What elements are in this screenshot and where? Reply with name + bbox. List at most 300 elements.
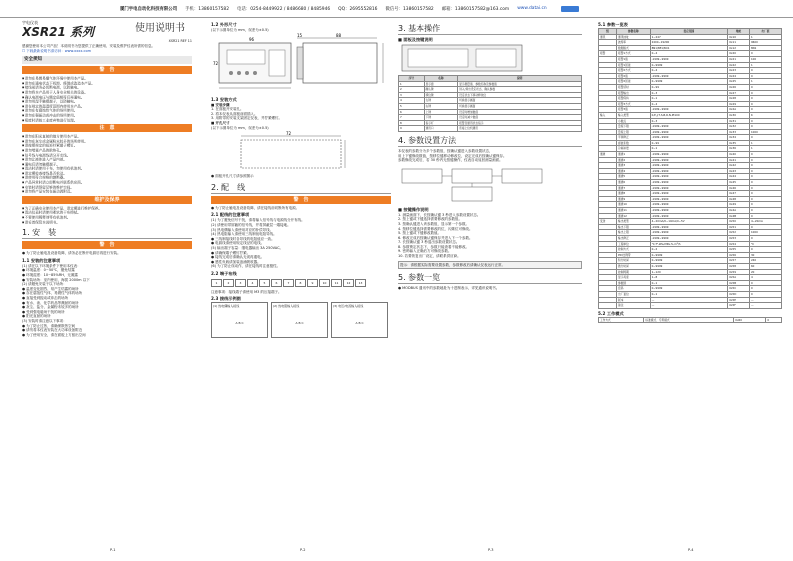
table-cell: 5 bbox=[399, 103, 425, 109]
terminal-12: 12 bbox=[343, 279, 354, 287]
table-cell: 0x57 bbox=[728, 258, 750, 264]
phone-value: 13860157582 bbox=[198, 6, 230, 12]
column-3 bbox=[398, 20, 582, 542]
key-table bbox=[398, 75, 582, 132]
terminal-note: 注意事项：接线端子请使用 M3 的压接端子。 bbox=[211, 289, 282, 294]
wiring-caution-heading: 2.1 配线的注意事项 bbox=[211, 212, 250, 218]
list-item: ■ 信号线与电源线请分开走线。 bbox=[22, 153, 192, 158]
table-cell: 0~4 bbox=[650, 51, 728, 57]
list-item: ■ 请勿让液体进入产品内部。 bbox=[22, 157, 192, 162]
wechat-value: 13860157582 bbox=[403, 6, 434, 12]
table-cell: 1 bbox=[399, 81, 425, 87]
table-cell: 报警2回差 bbox=[617, 79, 651, 85]
table-cell: 0~4 bbox=[650, 101, 728, 107]
tip-text: 提示：请根据实际需要设置参数，参数修改后请确认仪表运行正常。 bbox=[400, 262, 505, 267]
list-item: ● 直接受到振动或冲击的场所 bbox=[22, 295, 69, 300]
table-cell bbox=[599, 303, 617, 309]
download-note: ☐ 下载最新说明书请访问：www.xxxx.com bbox=[22, 48, 92, 53]
table-row bbox=[599, 303, 782, 309]
list-item: ■ 请勿在通电状态下拆卸、修理或改造本产品。 bbox=[22, 81, 192, 86]
table-cell: 0x36 bbox=[728, 146, 750, 152]
list-item: ■ 产品异常时请立即断电并联系供应商。 bbox=[22, 180, 192, 185]
table-cell: -1999~9999 bbox=[650, 185, 728, 191]
list-item: 4. 按移位键选择需要修改的位，闪烁位可修改。 bbox=[398, 226, 473, 231]
list-item: ■ 安装时请预留足够的维护空间。 bbox=[22, 185, 192, 190]
table-cell: -1999~9999 bbox=[650, 129, 728, 135]
table-cell: 通道 bbox=[599, 152, 617, 158]
terminal-abc-label: A B C bbox=[235, 321, 244, 326]
table-cell: 工程单位 bbox=[617, 241, 651, 247]
table-cell: 通道8 bbox=[617, 191, 651, 197]
table-cell: 0 bbox=[749, 174, 781, 180]
list-item: ■ 请勿用湿手触摸端子，以防触电。 bbox=[22, 99, 192, 104]
table-cell: 0x56 bbox=[728, 252, 750, 258]
table-cell: 连接上位机通讯 bbox=[458, 126, 582, 132]
table-cell: 报警及通讯状态指示 bbox=[458, 120, 582, 126]
table-cell: 0x22 bbox=[728, 62, 750, 68]
table-cell: 通道2 bbox=[617, 157, 651, 163]
table-cell: 4 bbox=[749, 275, 781, 281]
table-cell: 出厂复位 bbox=[617, 291, 651, 297]
wiring-examples bbox=[211, 302, 391, 338]
list-item: ● 为了使用安全，请在面板上方留出空间 bbox=[22, 332, 86, 337]
table-cell: -1999~9999 bbox=[650, 135, 728, 141]
brand-logo-icon bbox=[561, 6, 579, 12]
wiring-warning-banner: 警 告 bbox=[211, 196, 391, 204]
table-cell: 0 bbox=[749, 185, 781, 191]
list-item: ● 电源线请使用规定线径的电线。 bbox=[211, 241, 265, 246]
qq-label: QQ： bbox=[338, 6, 350, 12]
table-cell: 2 bbox=[399, 87, 425, 93]
caution-list bbox=[22, 134, 192, 194]
table-cell: 报警保持 bbox=[617, 96, 651, 102]
table-cell: 显示亮度 bbox=[617, 275, 651, 281]
mounting-steps-title: ■ 安装步骤 bbox=[211, 102, 230, 107]
list-item: ● 环境湿度：10~85%RH，无凝露 bbox=[22, 273, 78, 277]
panel-cutout-drawing bbox=[211, 130, 391, 172]
table-cell: 8N1/8E1/8O1 bbox=[650, 45, 728, 51]
list-item: (1) 请在以下环境条件下使用本仪表： bbox=[22, 263, 81, 268]
table-cell: 0x29 bbox=[728, 101, 750, 107]
table-cell: 60 bbox=[749, 263, 781, 269]
example-label: (2) 热电阻输入接线 bbox=[273, 304, 300, 309]
table-cell: 0~1 bbox=[650, 291, 728, 297]
list-item: ● 温度变化剧烈、易产生结露的场所 bbox=[22, 286, 79, 291]
terminal-heading: 2.2 端子布线 bbox=[211, 270, 237, 276]
list-item: ■ 接线前请务必切断电源，以防触电。 bbox=[22, 85, 192, 90]
depth-dimension: 88 bbox=[336, 32, 342, 38]
table-cell: 通道10 bbox=[617, 202, 651, 208]
column-header: 名称 bbox=[424, 76, 458, 82]
table-cell: 0 bbox=[749, 101, 781, 107]
list-item: (5) 输出端子容量：继电器输出 3A 250VAC。 bbox=[211, 245, 284, 250]
list-item: (3) 热电偶输入请使用对应的补偿导线。 bbox=[211, 227, 274, 232]
list-item: ■ 确认电源电压与额定值相符后再通电。 bbox=[22, 95, 192, 100]
table-cell: 0x58 bbox=[728, 263, 750, 269]
terminal-abc-label: A B C bbox=[295, 321, 304, 326]
example-label: (1) 热电偶输入接线 bbox=[213, 304, 240, 309]
terminal-abc-label: A B C bbox=[355, 321, 364, 326]
list-item: (2) 请使用带屏蔽的信号线，并将屏蔽层一端接地。 bbox=[211, 222, 291, 227]
table-cell: 1 bbox=[749, 79, 781, 85]
table-cell: 滤波系数 bbox=[617, 140, 651, 146]
list-item: ■ 不要使用稀释剂等有机溶剂。 bbox=[22, 215, 192, 220]
table-cell: 4~20mA bbox=[749, 219, 781, 225]
table-cell: 0x24 bbox=[728, 73, 750, 79]
list-item: ■ 请勿在阳光直射的地方使用本产品。 bbox=[22, 134, 192, 139]
table-cell: 移位键 bbox=[424, 92, 458, 98]
contact-header bbox=[0, 0, 793, 17]
table-cell: 0 bbox=[749, 90, 781, 96]
table-cell: 8 bbox=[399, 120, 425, 126]
table-cell: 量程下限 bbox=[617, 124, 651, 130]
terminal-1: 1 bbox=[211, 279, 222, 287]
table-cell: 0 bbox=[749, 73, 781, 79]
table-cell: 0x45 bbox=[728, 180, 750, 186]
table-cell: 0 bbox=[749, 163, 781, 169]
table-cell: 0x41 bbox=[728, 157, 750, 163]
intro-text: 感谢您使用本公司产品！本说明书为您提供了正确使用、安装及维护仪表所需的信息。 bbox=[22, 44, 155, 48]
warning-banner: 警 告 bbox=[22, 66, 192, 74]
model-title: XSR21 系列 bbox=[22, 25, 95, 39]
table-cell: 右键 bbox=[424, 103, 458, 109]
list-item: ● 请确保端子螺钉拧紧。 bbox=[211, 250, 251, 255]
table-cell: 0x51 bbox=[728, 224, 750, 230]
table-cell: 0x49 bbox=[728, 202, 750, 208]
table-cell: -1999~9999 bbox=[650, 152, 728, 158]
list-item: ■ 清洁仪表时请使用柔软的干布擦拭。 bbox=[22, 210, 192, 215]
section-install-heading: 1. 安 装 bbox=[22, 228, 192, 239]
table-cell: 下键 bbox=[424, 115, 458, 121]
table-cell: 0 bbox=[749, 51, 781, 57]
table-cell: -1999~9999 bbox=[650, 163, 728, 169]
list-item: 9. 密码输入正确后方可修改参数。 bbox=[398, 249, 452, 254]
table-cell: 0x46 bbox=[728, 185, 750, 191]
table-cell: -1999~9999 bbox=[650, 73, 728, 79]
table-cell: 0 bbox=[749, 124, 781, 130]
table-cell: 0x32 bbox=[728, 124, 750, 130]
table-cell: 0x48 bbox=[728, 196, 750, 202]
table-cell: 0x35 bbox=[728, 140, 750, 146]
table-row bbox=[399, 126, 582, 132]
list-item: (6) 为了防止误动作，请在接线时注意极性。 bbox=[211, 264, 281, 269]
brand-label: 宇电仪表 bbox=[22, 20, 38, 25]
table-cell: 0 bbox=[749, 96, 781, 102]
list-item: ● 存在腐蚀性气体、易燃性气体的场所 bbox=[22, 291, 83, 296]
table-cell: 0~9999 bbox=[650, 252, 728, 258]
width-dimension: 96 bbox=[249, 36, 255, 42]
table-cell: 数据格式 bbox=[617, 45, 651, 51]
list-item: ■ 请勿在强振动或冲击的场所使用。 bbox=[22, 113, 192, 118]
table-cell: 0 bbox=[749, 291, 781, 297]
tip-box bbox=[398, 261, 582, 270]
table-cell: 0x54 bbox=[728, 241, 750, 247]
table-cell: 0x5A bbox=[728, 275, 750, 281]
example-label: (3) 电压/电流输入接线 bbox=[333, 304, 364, 309]
wiring-example-heading: 2.3 接线示例图 bbox=[211, 296, 241, 302]
list-item: 用上下键修改数值，按移位键移动修改位，设定完成后按确认键保存。 bbox=[398, 153, 507, 158]
column-header: 参数名称 bbox=[617, 29, 651, 35]
list-item: (3) 安装时请注意以下事项： bbox=[22, 318, 67, 323]
terminal-2: 2 bbox=[223, 279, 234, 287]
table-cell: ℃,℉,kPa,MPa,%,m³/h bbox=[650, 241, 728, 247]
terminal-13: 13 bbox=[355, 279, 366, 287]
list-item: ■ 请勿在易燃易爆气体环境中使用本产品。 bbox=[22, 76, 192, 81]
list-item: ■ 报废时请按工业废弃物进行处理。 bbox=[22, 118, 192, 123]
table-cell: 备注 bbox=[617, 303, 651, 309]
table-cell: 进入/退出设定状态，确认参数 bbox=[458, 87, 582, 93]
modbus-note: ● MODBUS 通讯中的参数地址为十进制表示，详见通讯说明书。 bbox=[398, 286, 500, 291]
table-cell: 0x44 bbox=[728, 174, 750, 180]
table-cell: 0x27 bbox=[728, 90, 750, 96]
terminal-4: 4 bbox=[247, 279, 258, 287]
table-cell: 通道7 bbox=[617, 185, 651, 191]
list-item: 7. 长按确认键 3 秒退出参数设置状态。 bbox=[398, 240, 460, 245]
table-row bbox=[599, 317, 782, 323]
table-cell: -1999~9999 bbox=[650, 196, 728, 202]
terminal-6: 6 bbox=[271, 279, 282, 287]
table-cell: 通道1 bbox=[617, 152, 651, 158]
table-cell: 报警1回差 bbox=[617, 62, 651, 68]
column-header: 设定范围 bbox=[650, 29, 728, 35]
table-cell: 密码 bbox=[617, 286, 651, 292]
table-cell: 微分时间 bbox=[617, 263, 651, 269]
dimension-drawing bbox=[211, 33, 391, 93]
page-number: P-1 bbox=[110, 548, 116, 552]
table-cell: 0x30 bbox=[728, 112, 750, 118]
table-cell: 6 bbox=[399, 109, 425, 115]
list-item: ● 受到强电磁场干扰的场所 bbox=[22, 309, 65, 314]
table-cell: 0x25 bbox=[728, 79, 750, 85]
table-cell: 通讯地址 bbox=[617, 34, 651, 40]
maintenance-banner: 维护及保养 bbox=[22, 196, 192, 204]
voltage-current-example bbox=[331, 302, 388, 338]
table-cell: 报警输出 bbox=[617, 90, 651, 96]
table-cell: 0 bbox=[749, 196, 781, 202]
table-cell: 报警3方式 bbox=[617, 101, 651, 107]
list-item: ■ 请勿堵塞产品的散热孔。 bbox=[22, 148, 192, 153]
cutout-note: (以下示图单位为 mm，误差为±0.5) bbox=[211, 125, 269, 130]
table-cell: 0 bbox=[749, 152, 781, 158]
list-item: 3. 用附带的安装支架固定仪表，并拧紧螺钉。 bbox=[211, 116, 282, 121]
table-cell: 1 bbox=[749, 140, 781, 146]
table-cell: 0x34 bbox=[728, 135, 750, 141]
table-cell: -1999~9999 bbox=[650, 180, 728, 186]
table-cell: — bbox=[650, 303, 728, 309]
website-link[interactable]: www.datai.cn bbox=[517, 6, 547, 11]
table-cell: 0 bbox=[749, 180, 781, 186]
table-cell: 2400~19200 bbox=[650, 40, 728, 46]
cutout-dimension: 72 bbox=[286, 131, 292, 137]
list-item: ■ 请定期检查接线是否松动。 bbox=[22, 171, 192, 176]
install-caution-heading: 1.1 安装的注意事项 bbox=[22, 257, 61, 263]
column-header: 序号 bbox=[399, 76, 425, 82]
table-cell: 1~120 bbox=[650, 269, 728, 275]
list-item: ■ 为了正确安全使用本产品，请定期进行维护保养。 bbox=[22, 206, 192, 211]
table-cell: 控制周期 bbox=[617, 269, 651, 275]
table-cell: 输出类型 bbox=[617, 219, 651, 225]
list-item: ■ 清洁时请使用干布，勿使用有机溶剂。 bbox=[22, 166, 192, 171]
table-cell: 0~4 bbox=[650, 68, 728, 74]
list-item: ■ 请勿将本产品用于人身安全相关的设备。 bbox=[22, 90, 192, 95]
table-cell: 0~3 bbox=[650, 118, 728, 124]
dimension-note: (以下示图单位为 mm，误差为±0.5) bbox=[211, 28, 269, 32]
safety-heading: 安全须知 bbox=[22, 56, 192, 64]
table-cell: 0~9999 bbox=[650, 286, 728, 292]
table-cell: 输出修正 bbox=[617, 235, 651, 241]
table-cell: 1 bbox=[749, 34, 781, 40]
list-item: 参数修改完成后，若 30 秒内无按键操作，仪表自动返回测量画面。 bbox=[398, 158, 503, 163]
list-item: ● 接线完成后请确认无误再通电。 bbox=[211, 255, 265, 260]
table-cell: 1~8 bbox=[650, 275, 728, 281]
table-cell: 通道12 bbox=[617, 213, 651, 219]
table-cell: 0x28 bbox=[728, 96, 750, 102]
table-cell: 上键 bbox=[424, 109, 458, 115]
list-item: (2) 请避免安装于以下场所： bbox=[22, 282, 67, 287]
terminal-strip bbox=[211, 279, 391, 287]
qq-value: 2695552816 bbox=[349, 6, 378, 12]
list-item: (4) 热电阻输入请使用三线制低电阻导线。 bbox=[211, 232, 277, 237]
table-cell: 平移修正 bbox=[617, 135, 651, 141]
table-cell: — bbox=[749, 297, 781, 303]
table-cell: 0 bbox=[749, 235, 781, 241]
table-cell: 通道9 bbox=[617, 196, 651, 202]
table-cell: 切换显示画面 bbox=[458, 103, 582, 109]
list-item: ● 有水、油、化学药品等溅射的场所 bbox=[22, 300, 79, 305]
table-cell: 0 bbox=[749, 224, 781, 230]
mounting-heading: 1.3 安装方式 bbox=[211, 96, 237, 102]
parameter-flow-diagram bbox=[398, 163, 582, 203]
table-cell: 0x4A bbox=[728, 208, 750, 214]
table-cell: 报警1值 bbox=[617, 56, 651, 62]
table-cell: -1999~9999 bbox=[650, 230, 728, 236]
table-cell: 0x31 bbox=[728, 118, 750, 124]
table-cell: — bbox=[749, 303, 781, 309]
table-cell: 1000 bbox=[749, 230, 781, 236]
bezel-dimension: 15 bbox=[297, 32, 303, 38]
table-cell: 0 bbox=[749, 168, 781, 174]
table-cell: ℃ bbox=[749, 241, 781, 247]
list-item: ● 感性负载请加装浪涌吸收器。 bbox=[211, 259, 261, 264]
column-header: 出厂值 bbox=[749, 29, 781, 35]
table-cell: PID比例带 bbox=[617, 252, 651, 258]
table-cell: 参数锁 bbox=[617, 280, 651, 286]
table-cell: 0~9999 bbox=[650, 79, 728, 85]
table-cell: 0x23 bbox=[728, 68, 750, 74]
table-cell: 0x10 bbox=[728, 34, 750, 40]
table-cell: 通讯口 bbox=[424, 126, 458, 132]
table-cell: 输入类型 bbox=[617, 112, 651, 118]
table-cell: 1 bbox=[749, 62, 781, 68]
email-label: 邮箱： bbox=[441, 6, 455, 12]
list-item: ■ 请按照规定的扭矩拧紧端子螺钉。 bbox=[22, 143, 192, 148]
table-cell: 20 bbox=[749, 269, 781, 275]
section-operation-heading: 3. 基本操作 bbox=[398, 24, 582, 35]
list-item: 本仪表的参数分为多个参数组，按确认键进入参数设置状态， bbox=[398, 148, 493, 153]
table-cell: 100 bbox=[749, 56, 781, 62]
tel-value: 0254-8449922 / 8486680 / 8485946 bbox=[250, 6, 331, 12]
table-cell: 30 bbox=[749, 252, 781, 258]
table-cell: 通道6 bbox=[617, 180, 651, 186]
table-cell: 0x5D bbox=[728, 291, 750, 297]
table-cell: 量程上限 bbox=[617, 129, 651, 135]
table-cell: 积分时间 bbox=[617, 258, 651, 264]
table-cell: 0x33 bbox=[728, 129, 750, 135]
table-cell: 1000 bbox=[749, 129, 781, 135]
table-cell: 0x5F bbox=[728, 303, 750, 309]
table-cell: 通讯 bbox=[599, 34, 617, 40]
table-cell: 1~247 bbox=[650, 34, 728, 40]
table-cell: 设定时减少数值 bbox=[458, 115, 582, 121]
table-cell: 0~1 bbox=[650, 280, 728, 286]
list-item: 5. 按上键或下键修改数值。 bbox=[398, 231, 441, 236]
parameter-table-title: 5.1 参数一览表 bbox=[598, 22, 628, 27]
table-cell: 1 bbox=[749, 146, 781, 152]
table-cell: 9 bbox=[399, 126, 425, 132]
list-item: 8. 参数锁定状态下，参数只能查看不能修改。 bbox=[398, 244, 469, 249]
list-item: ● 三线制接线时各导线的电阻值应一致。 bbox=[211, 236, 275, 241]
table-cell: K bbox=[749, 112, 781, 118]
table-cell: 0 bbox=[749, 213, 781, 219]
height-dimension: 72 bbox=[213, 60, 219, 66]
list-item: (1) 为了避免信号干扰，请将输入信号线与电源线分开布线。 bbox=[211, 218, 305, 223]
table-cell: 显示窗 bbox=[424, 81, 458, 87]
table-cell: 报警1方式 bbox=[617, 51, 651, 57]
table-cell: 0 bbox=[749, 208, 781, 214]
table-cell: 设定时增加数值 bbox=[458, 109, 582, 115]
list-item: ● 环境温度：0~50℃，避免结露 bbox=[22, 268, 75, 273]
work-mode-table bbox=[598, 317, 782, 324]
table-cell: 报警2方式 bbox=[617, 68, 651, 74]
table-cell: -1999~9999 bbox=[650, 56, 728, 62]
table-cell: 0 bbox=[749, 68, 781, 74]
tel-label: 电话： bbox=[237, 6, 251, 12]
table-cell: 0 bbox=[749, 280, 781, 286]
table-cell: 3 bbox=[399, 92, 425, 98]
email-value[interactable]: 13860157582@163.com bbox=[454, 6, 510, 12]
table-cell: -1999~9999 bbox=[650, 191, 728, 197]
table-cell: 0 bbox=[749, 191, 781, 197]
table-cell: -1999~9999 bbox=[650, 174, 728, 180]
table-cell: 9600 bbox=[749, 40, 781, 46]
cutout-title: ■ 开孔尺寸 bbox=[211, 120, 230, 125]
table-cell: 0 bbox=[749, 84, 781, 90]
table-cell: 输入 bbox=[599, 112, 617, 118]
table-cell: 0x20 bbox=[728, 51, 750, 57]
table-cell: 指示灯 bbox=[424, 120, 458, 126]
table-cell: 报警 bbox=[599, 51, 617, 57]
table-cell: 通道5 bbox=[617, 174, 651, 180]
table-cell: -1999~9999 bbox=[650, 157, 728, 163]
table-cell: 0x55 bbox=[728, 247, 750, 253]
table-cell: 0x2A bbox=[728, 107, 750, 113]
rtd-example bbox=[271, 302, 328, 338]
table-cell: 0x42 bbox=[728, 163, 750, 169]
table-cell: 0 bbox=[749, 135, 781, 141]
list-item: ● 为了防止过热，请确保散热空间 bbox=[22, 323, 76, 328]
phone-label: 手机： bbox=[185, 6, 199, 12]
table-cell: 0~9999 bbox=[650, 263, 728, 269]
table-cell: 通道4 bbox=[617, 168, 651, 174]
table-cell: 小数点 bbox=[617, 118, 651, 124]
table-cell: 0 bbox=[766, 317, 782, 323]
table-cell: 0x21 bbox=[728, 56, 750, 62]
table-cell: 冷端补偿 bbox=[617, 146, 651, 152]
terminal-3: 3 bbox=[235, 279, 246, 287]
list-item: ■ 通电后请勿触摸端子。 bbox=[22, 162, 192, 167]
table-cell: 4 bbox=[399, 98, 425, 104]
table-cell: 0x53 bbox=[728, 235, 750, 241]
